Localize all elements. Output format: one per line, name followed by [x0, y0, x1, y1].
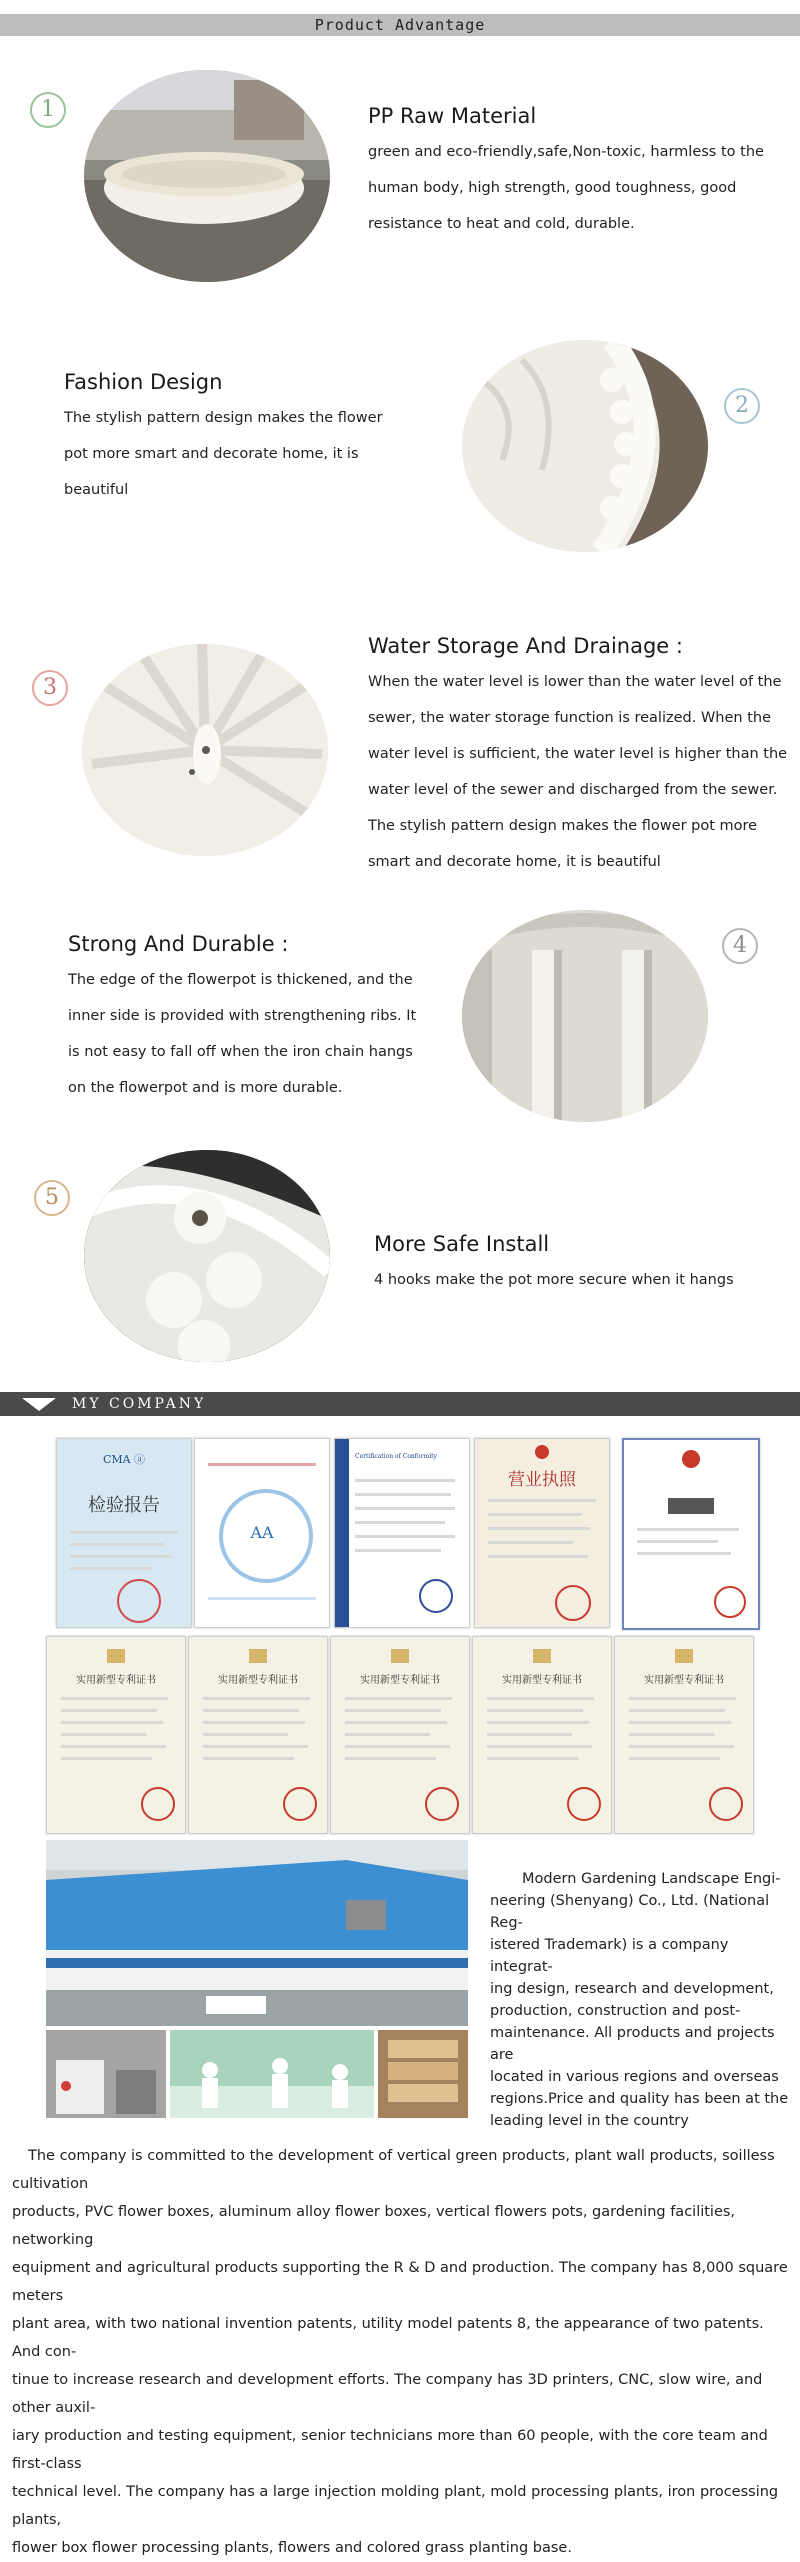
product-image-safe-install	[84, 1150, 330, 1362]
intro-line: ing design, research and development,	[490, 1981, 774, 1997]
feature-line: smart and decorate home, it is beautiful	[368, 854, 661, 870]
feature-text-1	[368, 134, 764, 242]
intro-line: maintenance. All products and projects are	[490, 2025, 775, 2063]
feature-line: The edge of the flowerpot is thickened, and the	[68, 972, 413, 988]
warehouse-photo	[378, 2030, 468, 2118]
body-line: tinue to increase research and development efforts. The company has 3D printers, CNC, slow wire, and other auxil-	[12, 2372, 763, 2416]
feature-title-5: More Safe Install	[374, 1232, 550, 1256]
product-image-pp-material	[84, 70, 330, 282]
feature-title-1: PP Raw Material	[368, 104, 537, 128]
feature-title-4: Strong And Durable :	[68, 932, 289, 956]
number-badge-2: 2	[724, 388, 760, 424]
certificate-conformity: Certification of Conformity	[334, 1438, 470, 1628]
intro-line: neering (Shenyang) Co., Ltd. (National Reg-	[490, 1893, 770, 1931]
feature-text-4	[68, 962, 416, 1106]
body-line: The company is committed to the development of vertical green products, plant wall products, soilless cultivation	[12, 2148, 775, 2192]
body-line: flower box flower processing plants, flowers and colored grass planting base.	[12, 2540, 572, 2556]
factory-aerial-photo	[46, 1840, 468, 2026]
certificate-credit-rating: AA	[194, 1438, 330, 1628]
workshop-photo	[46, 2030, 166, 2118]
intro-line: Modern Gardening Landscape Engi-	[522, 1871, 781, 1887]
certificate-inspection-report: CMA ⓐ 检验报告	[56, 1438, 192, 1628]
feature-line: water level of the sewer and discharged from the sewer.	[368, 782, 778, 798]
feature-line: resistance to heat and cold, durable.	[368, 216, 635, 232]
company-description	[12, 2142, 792, 2562]
patent-certificate: 实用新型专利证书	[330, 1636, 470, 1834]
company-intro	[490, 1868, 790, 2132]
triangle-icon	[22, 1398, 56, 1411]
feature-line: on the flowerpot and is more durable.	[68, 1080, 343, 1096]
feature-line: human body, high strength, good toughness, good	[368, 180, 737, 196]
feature-text-5	[374, 1262, 734, 1298]
number-badge-3: 3	[32, 670, 68, 706]
certificate-trademark	[622, 1438, 760, 1630]
patent-certificate: 实用新型专利证书	[188, 1636, 328, 1834]
feature-line: The stylish pattern design makes the flower	[64, 410, 383, 426]
feature-line: green and eco-friendly,safe,Non-toxic, harmless to the	[368, 144, 764, 160]
certificate-business-license: 营业执照	[474, 1438, 610, 1628]
feature-title-2: Fashion Design	[64, 370, 223, 394]
feature-title-3: Water Storage And Drainage :	[368, 634, 683, 658]
intro-line: istered Trademark) is a company integrat-	[490, 1937, 729, 1975]
feature-line: beautiful	[64, 482, 129, 498]
company-title: MY COMPANY	[72, 1396, 207, 1412]
body-line: equipment and agricultural products supporting the R & D and production. The company has 8,000 square meters	[12, 2260, 788, 2304]
intro-line: leading level in the country	[490, 2113, 689, 2129]
feature-text-2	[64, 400, 383, 508]
feature-line: The stylish pattern design makes the flower pot more	[368, 818, 758, 834]
lab-photo	[170, 2030, 374, 2118]
number-badge-1: 1	[30, 92, 66, 128]
intro-line: regions.Price and quality has been at the	[490, 2091, 789, 2107]
body-line: technical level. The company has a large injection molding plant, mold processing plants, iron processing plants,	[12, 2484, 779, 2528]
body-line: plant area, with two national invention patents, utility model patents 8, the appearance of two patents. And con-	[12, 2316, 764, 2360]
number-badge-5: 5	[34, 1180, 70, 1216]
feature-line: pot more smart and decorate home, it is	[64, 446, 359, 462]
body-line: iary production and testing equipment, senior technicians more than 60 people, with the core team and first-class	[12, 2428, 768, 2472]
patent-certificate: 实用新型专利证书	[472, 1636, 612, 1834]
patent-certificate: 实用新型专利证书	[46, 1636, 186, 1834]
feature-line: is not easy to fall off when the iron chain hangs	[68, 1044, 413, 1060]
number-badge-4: 4	[722, 928, 758, 964]
patent-certificate: 实用新型专利证书	[614, 1636, 754, 1834]
feature-text-3	[368, 664, 787, 880]
feature-line: sewer, the water storage function is realized. When the	[368, 710, 771, 726]
intro-line: located in various regions and overseas	[490, 2069, 779, 2085]
page-title: Product Advantage	[314, 16, 486, 34]
feature-line: water level is sufficient, the water level is higher than the	[368, 746, 788, 762]
product-image-fashion-design	[462, 340, 708, 552]
feature-line: 4 hooks make the pot more secure when it hangs	[374, 1272, 734, 1288]
body-line: products, PVC flower boxes, aluminum alloy flower boxes, vertical flowers pots, gardening facilities, networking	[12, 2204, 736, 2248]
product-image-strong-durable	[462, 910, 708, 1122]
product-image-water-storage	[82, 644, 328, 856]
feature-line: When the water level is lower than the water level of the	[368, 674, 782, 690]
feature-line: inner side is provided with strengthening ribs. It	[68, 1008, 417, 1024]
intro-line: production, construction and post-	[490, 2003, 741, 2019]
